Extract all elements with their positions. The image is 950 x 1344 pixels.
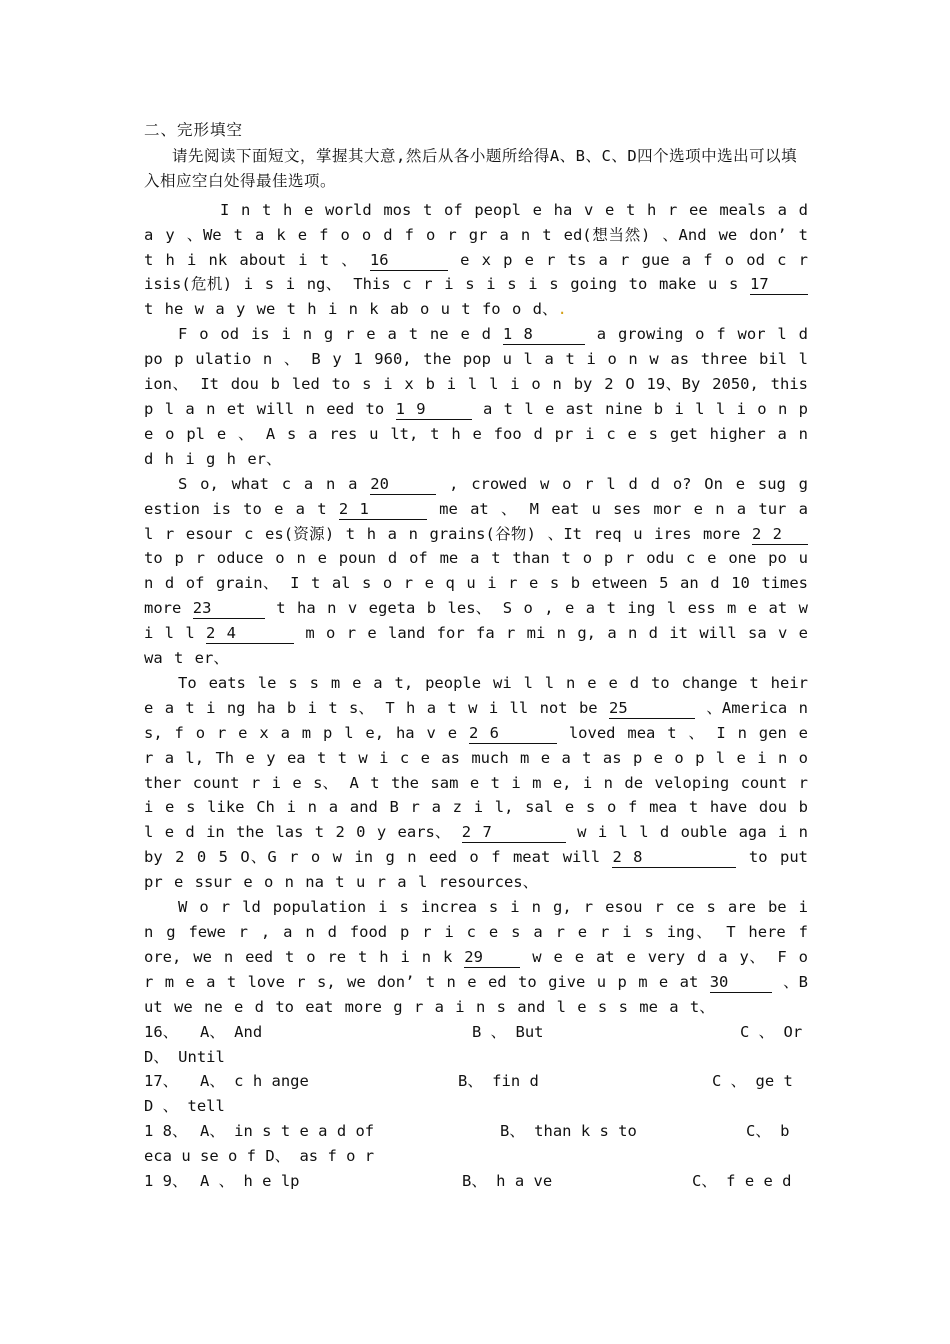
text-run: 、By 2050, this p l a n et will n eed to (144, 375, 808, 418)
question-number: 1 9、 (144, 1172, 188, 1191)
passage-paragraph-5 (144, 895, 808, 1020)
option-a: A、 c h ange (200, 1072, 309, 1091)
text-run: I n t h e world mos t of peopl e ha v e t h r ee meals a d a y 、We t a k e f o o d f o r gr a n t ed(想当然) 、And we don’ t t h i nk about i t 、 (144, 200, 808, 269)
blank-23: 23 (193, 598, 265, 619)
text-run: e x p e r ts a r gue a f o od c r isis(危机) i s i ng、 This c r i s i s i s going to make u s (144, 250, 808, 294)
blank-21: 2 1 (339, 499, 427, 520)
passage-paragraph-3 (144, 472, 808, 671)
text-run: t ha n v egeta b les、 S o , e a t ing l ess m e at w i l l (144, 599, 808, 643)
question-17 (144, 1069, 808, 1094)
text-run: m o r e land for fa r mi n g, a n d it will sa v e wa t er、 (144, 624, 808, 668)
question-list (144, 1020, 808, 1194)
document-page (144, 118, 808, 1194)
question-number: 1 8、 (144, 1122, 188, 1141)
option-b: B、 than k s to (500, 1122, 637, 1141)
blank-30: 30 (710, 972, 772, 993)
text-run: S o, what c a n a (178, 474, 358, 493)
option-a: A、 in s t e a d of (200, 1122, 375, 1141)
blank-16: 16 (370, 250, 448, 271)
option-c: C、 b (746, 1122, 790, 1141)
text-run: w e e at e very d a y、 F o r m e a t love r s, we don’ t n e ed to give u p m e at (144, 947, 808, 991)
option-b: B 、 But (472, 1022, 544, 1041)
question-16-d (144, 1045, 808, 1070)
passage-paragraph-4 (144, 671, 808, 895)
highlight-mark: . (557, 300, 567, 319)
option-d: D 、 tell (144, 1097, 225, 1116)
text-run: , crowed w o r l d d o? On e sug g estion is to e a t (144, 474, 809, 518)
text-run: w i l l d ouble aga i n by 2 0 5 O、G r o w in g n eed o f meat will (144, 823, 808, 867)
question-18 (144, 1119, 808, 1144)
blank-20: 20 (370, 474, 436, 495)
blank-29: 29 (464, 947, 520, 968)
option-c-d: eca u se o f D、 as f o r (144, 1147, 375, 1166)
instructions: 请先阅读下面短文，掌握其大意,然后从各小题所给得A、B、C、D四个选项中选出可以填入相应空白处得最佳选项。 (144, 146, 798, 190)
blank-28: 2 8 (612, 847, 736, 868)
text-run: To eats le s s m e a t, people wi l l n e e d to change t heir e a t i ng ha b i t s、 T h a t w i ll not be (144, 673, 808, 717)
blank-25: 25 (609, 698, 695, 719)
blank-19: 1 9 (396, 399, 472, 420)
blank-18: 1 8 (503, 324, 585, 345)
text-run: W o r ld population i s increa s i n g, r esou r ce s are be i n g fewe r , a n d food p r i c e s a r e r i s ing、 T here f ore, we n eed t o re t h i n k (144, 898, 808, 966)
question-19 (144, 1169, 808, 1194)
option-c: C 、 Or (740, 1022, 803, 1041)
text-run: to put pr e ssur e o n na t u r a l resources、 (144, 848, 808, 892)
text-run: me at 、 M eat u ses mor e n a tur a l r esour c es(资源) t h a n grains(谷物) 、It req u ires more (144, 499, 808, 543)
text-run: loved mea t 、 I n gen e r a l, Th e y ea t t w i c e as much m e a t as p e o p l e i n o ther count r i e s、 A t the sam e t i m e, i n de veloping count r i e s like Ch i n a and B r a z i l, sal e s o f mea t have dou b l e d in the las t 2 0 y ears、 (144, 723, 808, 842)
blank-17: 17 (750, 274, 808, 295)
question-17-d (144, 1094, 808, 1119)
option-b: B、 h a ve (462, 1172, 553, 1191)
option-d: D、 Until (144, 1047, 225, 1066)
option-c: C 、 ge t (712, 1072, 793, 1091)
option-a: A 、 h e lp (200, 1172, 300, 1191)
text-run: fo o d、 (481, 300, 558, 319)
option-b: B、 fin d (458, 1072, 539, 1091)
question-16 (144, 1020, 808, 1045)
question-number: 16、 (144, 1022, 179, 1041)
section-title: 二、完形填空 (144, 121, 244, 139)
text-run: F o od is i n g r e a t ne e d (178, 325, 491, 344)
text-run: a growing o f wor l d po p ulatio n 、 B y 1 960, the pop u l a t i o n w as three bil l ion、 It dou b led to s i x b i l l i o n by 2 O 19 (144, 325, 808, 394)
passage-paragraph-2 (144, 322, 808, 471)
text-run: 、America n s, f o r e x a m p l e, ha v e (144, 698, 808, 742)
blank-24: 2 4 (206, 623, 294, 644)
question-18-cont (144, 1144, 808, 1169)
blank-26: 2 6 (469, 723, 557, 744)
option-a: A、 And (200, 1022, 263, 1041)
text-run: to p r oduce o n e poun d of me a t than t o p r odu c e one po u n d of grain、 I t al s o r e q u i r e s b etween 5 an d 10 times more (144, 549, 808, 618)
blank-27: 2 7 (462, 822, 566, 843)
blank-22: 2 2 (752, 524, 808, 545)
question-number: 17、 (144, 1072, 179, 1091)
passage-paragraph-1 (144, 198, 808, 323)
text-run: t he w a y we t h i n k ab o u t (144, 300, 482, 319)
text-run: 、B ut we ne e d to eat more g r a i n s and l e s s me a t、 (144, 972, 808, 1016)
text-run: a t l e ast nine b i l l i o n p e o pl e 、 A s a res u lt, t h e foo d pr i c e s get higher a n d h i g h er、 (144, 399, 808, 468)
option-c: C、 f e e d (692, 1172, 792, 1191)
